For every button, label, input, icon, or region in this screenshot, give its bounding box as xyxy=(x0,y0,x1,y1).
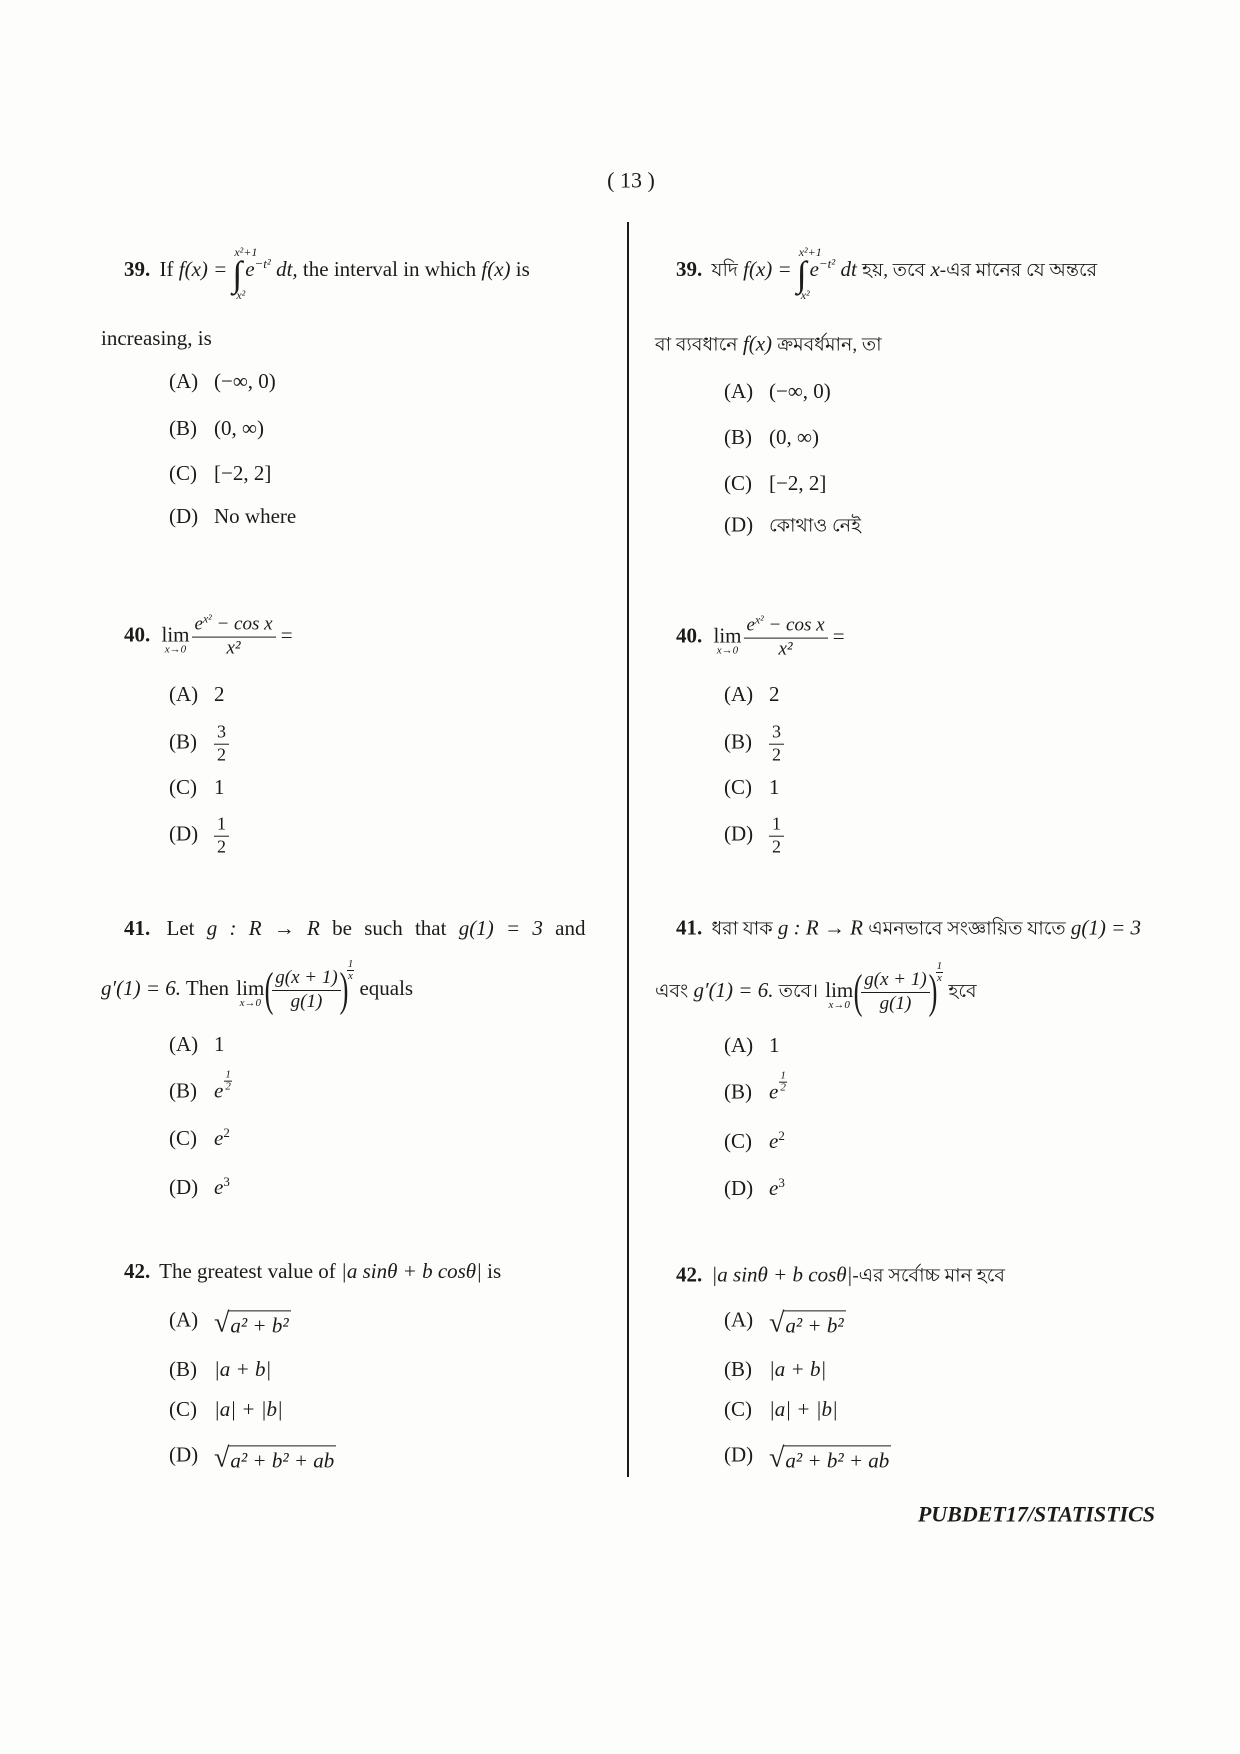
option-label: (A) xyxy=(169,368,199,393)
option-fraction xyxy=(214,723,229,766)
math-condition: g′(1) = 6. xyxy=(101,975,182,1000)
option-text: (−∞, 0) xyxy=(214,368,276,393)
fraction xyxy=(272,968,340,1013)
option-text: [−2, 2] xyxy=(769,470,827,495)
math-function: f(x) = xyxy=(178,256,228,281)
power-base: e xyxy=(769,1175,779,1200)
limit-operator: lim xyxy=(161,622,190,647)
question-text: যদি xyxy=(711,259,738,281)
option-label: (B) xyxy=(724,729,752,754)
power-fraction xyxy=(224,1069,232,1092)
equals-sign: = xyxy=(832,623,845,648)
math-function: f(x) xyxy=(742,331,773,356)
option-label: (A) xyxy=(724,1032,754,1057)
limit-operator: lim xyxy=(825,977,854,1002)
power-exponent: 2 xyxy=(778,1127,785,1143)
q40-en-line1 xyxy=(124,612,293,660)
option-d xyxy=(169,1174,230,1200)
math-mapping: g : R → R xyxy=(206,915,320,940)
fraction-denominator: x² xyxy=(226,637,241,659)
option-text: কোথাও নেই xyxy=(769,515,861,537)
power-denominator: x xyxy=(936,971,942,984)
radical-sign: √ xyxy=(214,1307,230,1339)
question-text: বা ব্যবধানে xyxy=(655,334,738,356)
option-b xyxy=(724,424,819,450)
fraction-numerator: 1 xyxy=(769,815,784,837)
power-base: e xyxy=(769,1079,779,1104)
power-base: e xyxy=(769,1128,779,1153)
option-text: 1 xyxy=(214,1031,225,1056)
option-text: 1 xyxy=(769,774,780,799)
question-text: -এর সর্বোচ্চ মান হবে xyxy=(852,1265,1005,1287)
fraction-denominator: x² xyxy=(778,638,793,660)
q39-en-line1 xyxy=(124,245,530,303)
option-label: (B) xyxy=(169,1356,197,1381)
radicand: a² + b² xyxy=(228,1310,290,1337)
q41-en-line1 xyxy=(124,915,585,941)
power-base: e xyxy=(214,1174,224,1199)
equals-sign: = xyxy=(280,622,293,647)
option-a xyxy=(724,1306,846,1337)
radical-sign: √ xyxy=(769,1307,785,1339)
limit-subscript: x→0 xyxy=(239,997,261,1010)
option-d xyxy=(169,1441,336,1472)
question-text: -এর মানের যে অন্তরে xyxy=(939,259,1098,281)
option-label: (C) xyxy=(724,1396,752,1421)
option-text: |a + b| xyxy=(214,1356,272,1381)
option-d xyxy=(724,1175,785,1201)
option-fraction xyxy=(769,723,784,766)
numerator-base: e xyxy=(746,614,755,636)
question-text: equals xyxy=(359,975,414,1000)
fraction-denominator: 2 xyxy=(772,744,781,765)
limit xyxy=(236,975,265,1010)
fraction xyxy=(744,613,828,661)
option-text: 2 xyxy=(214,681,225,706)
q41-bn-line1 xyxy=(676,915,1216,942)
radical-sign: √ xyxy=(769,1442,785,1474)
integral-upper-limit: x²+1 xyxy=(234,245,258,260)
option-text: |a| + |b| xyxy=(769,1396,838,1421)
power-fraction xyxy=(936,961,944,984)
option-fraction xyxy=(769,815,784,858)
limit-operator: lim xyxy=(236,975,265,1000)
option-label: (B) xyxy=(724,1356,752,1381)
power-numerator: 1 xyxy=(780,1069,786,1082)
option-label: (D) xyxy=(724,1175,754,1200)
option-a xyxy=(724,1032,780,1058)
column-divider xyxy=(627,222,629,1477)
limit xyxy=(161,622,190,657)
power-base: e xyxy=(214,1125,224,1150)
fraction-numerator: 3 xyxy=(214,723,229,745)
option-c xyxy=(169,460,271,486)
radicand: a² + b² + ab xyxy=(228,1445,336,1472)
numerator-exponent: x² xyxy=(202,612,212,626)
power-exponent: 3 xyxy=(223,1173,230,1189)
question-text: and xyxy=(555,915,586,940)
fraction-denominator: 2 xyxy=(217,836,226,857)
power-denominator: x xyxy=(348,969,353,982)
option-label: (D) xyxy=(169,503,199,528)
option-d xyxy=(169,503,296,529)
power-exponent: 3 xyxy=(778,1174,785,1190)
integrand-base: e xyxy=(809,256,819,281)
option-label: (C) xyxy=(169,774,197,799)
differential: dt xyxy=(840,256,857,281)
question-text: ধরা যাক xyxy=(711,918,773,940)
option-a xyxy=(169,368,276,394)
option-c xyxy=(724,1396,838,1422)
option-b xyxy=(724,1356,826,1382)
math-mapping: g : R → R xyxy=(777,915,864,940)
option-b xyxy=(724,723,784,766)
option-label: (A) xyxy=(724,378,754,403)
power-exponent: 2 xyxy=(223,1124,230,1140)
option-a xyxy=(169,1306,291,1337)
option-d xyxy=(169,815,229,858)
option-d xyxy=(724,1441,891,1472)
limit-subscript: x→0 xyxy=(716,645,739,658)
integrand-base: e xyxy=(245,256,255,281)
q41-bn-line2 xyxy=(655,959,1215,1018)
question-number: 40. xyxy=(676,623,703,648)
fraction-numerator: g(x + 1) xyxy=(272,968,340,991)
option-text: 1 xyxy=(214,774,225,799)
option-c xyxy=(724,774,780,800)
fraction-denominator: 2 xyxy=(772,836,781,857)
limit xyxy=(825,977,854,1012)
radical-sign: √ xyxy=(214,1442,230,1474)
question-text: is xyxy=(487,1258,502,1283)
q42-en-line1 xyxy=(124,1258,501,1284)
power-base: e xyxy=(214,1078,224,1103)
option-a xyxy=(169,681,225,707)
power-denominator: 2 xyxy=(780,1081,786,1094)
math-function: f(x) xyxy=(481,256,511,281)
option-label: (A) xyxy=(724,1307,754,1332)
option-label: (B) xyxy=(724,1079,752,1104)
question-text: হবে xyxy=(948,980,977,1002)
option-text: |a + b| xyxy=(769,1356,827,1381)
fraction-denominator: g(1) xyxy=(290,990,323,1012)
math-variable: x xyxy=(930,256,940,281)
option-label: (D) xyxy=(169,1174,199,1199)
option-c xyxy=(724,470,826,496)
limit-operator: lim xyxy=(713,623,742,648)
option-label: (B) xyxy=(169,729,197,754)
fraction-numerator xyxy=(744,613,828,639)
radicand: a² + b² xyxy=(783,1310,845,1337)
option-d xyxy=(724,512,861,539)
power-denominator: 2 xyxy=(225,1080,231,1093)
question-number: 40. xyxy=(124,622,151,647)
integral-lower-limit: x² xyxy=(236,288,246,303)
option-a xyxy=(169,1031,225,1057)
option-label: (A) xyxy=(724,681,754,706)
option-b xyxy=(724,1069,787,1106)
question-text: the interval in which xyxy=(302,256,477,281)
numerator-rest: − cos x xyxy=(768,614,825,636)
fraction-denominator: 2 xyxy=(217,744,226,765)
question-number: 41. xyxy=(124,915,151,940)
question-text: এবং xyxy=(655,980,689,1002)
math-condition: g′(1) = 6. xyxy=(693,977,774,1002)
option-a xyxy=(724,681,780,707)
option-d xyxy=(724,815,784,858)
fraction-denominator: g(1) xyxy=(879,992,912,1014)
option-label: (B) xyxy=(169,1078,197,1103)
option-text: (−∞, 0) xyxy=(769,378,831,403)
big-paren-open: ( xyxy=(264,963,274,1016)
option-label: (D) xyxy=(169,1442,199,1467)
fraction-numerator: 1 xyxy=(214,815,229,837)
question-number: 42. xyxy=(676,1262,703,1287)
numerator-rest: − cos x xyxy=(216,613,273,635)
option-label: (A) xyxy=(169,1031,199,1056)
integral xyxy=(232,245,258,303)
option-label: (C) xyxy=(169,1396,197,1421)
option-label: (B) xyxy=(724,424,752,449)
option-b xyxy=(169,1068,232,1105)
fraction-numerator: g(x + 1) xyxy=(861,970,929,993)
question-text: এমনভাবে সংজ্ঞায়িত যাতে xyxy=(868,918,1066,940)
question-text: তবে। xyxy=(778,980,818,1002)
option-label: (A) xyxy=(169,681,199,706)
integral-sign: ∫ xyxy=(232,254,243,295)
power-fraction xyxy=(347,959,355,982)
q39-bn-line1 xyxy=(676,245,1216,303)
option-label: (C) xyxy=(724,470,752,495)
option-label: (B) xyxy=(169,415,197,440)
question-number: 39. xyxy=(676,256,703,281)
question-text: হয়, তবে xyxy=(862,259,926,281)
question-number: 41. xyxy=(676,915,703,940)
integrand-exponent: −t² xyxy=(254,255,271,271)
option-label: (D) xyxy=(724,1442,754,1467)
big-paren-close: ) xyxy=(928,965,938,1018)
math-expression: |a sinθ + b cosθ| xyxy=(711,1262,853,1287)
option-c xyxy=(724,1128,785,1154)
page-number: ( 13 ) xyxy=(607,167,655,193)
big-paren-open: ( xyxy=(853,965,863,1018)
fraction-numerator xyxy=(192,612,276,638)
differential: dt, xyxy=(276,256,298,281)
q42-bn-line1 xyxy=(676,1262,1216,1289)
option-b xyxy=(169,1356,271,1382)
option-label: (C) xyxy=(724,774,752,799)
integral xyxy=(796,245,822,303)
option-b xyxy=(169,723,229,766)
option-label: (C) xyxy=(169,1125,197,1150)
option-label: (C) xyxy=(169,460,197,485)
option-label: (D) xyxy=(724,512,754,537)
integral-lower-limit: x² xyxy=(800,288,810,303)
fraction xyxy=(861,970,929,1015)
option-text: |a| + |b| xyxy=(214,1396,283,1421)
option-label: (A) xyxy=(169,1307,199,1332)
square-root xyxy=(214,1442,336,1474)
option-c xyxy=(169,1396,283,1422)
q39-bn-line2 xyxy=(655,331,1215,358)
q39-en-line2: increasing, is xyxy=(101,325,212,350)
question-text: is xyxy=(515,256,530,281)
integral-upper-limit: x²+1 xyxy=(798,245,822,260)
math-function: f(x) = xyxy=(743,256,792,281)
square-root xyxy=(769,1442,891,1474)
option-text: [−2, 2] xyxy=(214,460,272,485)
option-text: (0, ∞) xyxy=(769,424,819,449)
integrand-exponent: −t² xyxy=(818,255,836,271)
question-text: ক্রমবর্ধমান, তা xyxy=(777,334,882,356)
option-label: (D) xyxy=(724,821,754,846)
option-label: (C) xyxy=(724,1128,752,1153)
option-a xyxy=(724,378,831,404)
power-numerator: 1 xyxy=(347,957,354,970)
question-number: 39. xyxy=(124,256,151,281)
limit xyxy=(713,623,742,658)
square-root xyxy=(214,1307,291,1339)
integral-sign: ∫ xyxy=(796,254,807,295)
option-text: No where xyxy=(214,503,297,528)
question-text: Then xyxy=(185,975,230,1000)
option-text: 1 xyxy=(769,1032,780,1057)
numerator-exponent: x² xyxy=(754,613,764,627)
q40-bn-line1 xyxy=(676,613,845,661)
question-text: If xyxy=(159,256,174,281)
question-text: Let xyxy=(166,915,195,940)
question-text: be such that xyxy=(332,915,447,940)
question-number: 42. xyxy=(124,1258,151,1283)
option-c xyxy=(169,1125,230,1151)
limit-subscript: x→0 xyxy=(828,999,850,1012)
q41-en-line2 xyxy=(101,957,414,1016)
fraction xyxy=(192,612,276,660)
fraction-numerator: 3 xyxy=(769,723,784,745)
question-text: The greatest value of xyxy=(159,1258,336,1283)
option-label: (D) xyxy=(169,821,199,846)
square-root xyxy=(769,1307,846,1339)
option-text: (0, ∞) xyxy=(214,415,264,440)
big-paren-close: ) xyxy=(339,963,349,1016)
option-fraction xyxy=(214,815,229,858)
option-b xyxy=(169,415,264,441)
math-condition: g(1) = 3 xyxy=(1070,915,1142,940)
limit-subscript: x→0 xyxy=(164,644,187,657)
option-text: 2 xyxy=(769,681,780,706)
math-condition: g(1) = 3 xyxy=(458,915,543,940)
power-fraction xyxy=(779,1070,787,1093)
math-expression: |a sinθ + b cosθ| xyxy=(341,1258,482,1283)
paper-code: PUBDET17/STATISTICS xyxy=(917,1501,1155,1527)
option-c xyxy=(169,774,225,800)
numerator-base: e xyxy=(194,613,203,635)
power-numerator: 1 xyxy=(936,959,943,972)
radicand: a² + b² + ab xyxy=(783,1445,891,1472)
power-numerator: 1 xyxy=(225,1068,231,1081)
